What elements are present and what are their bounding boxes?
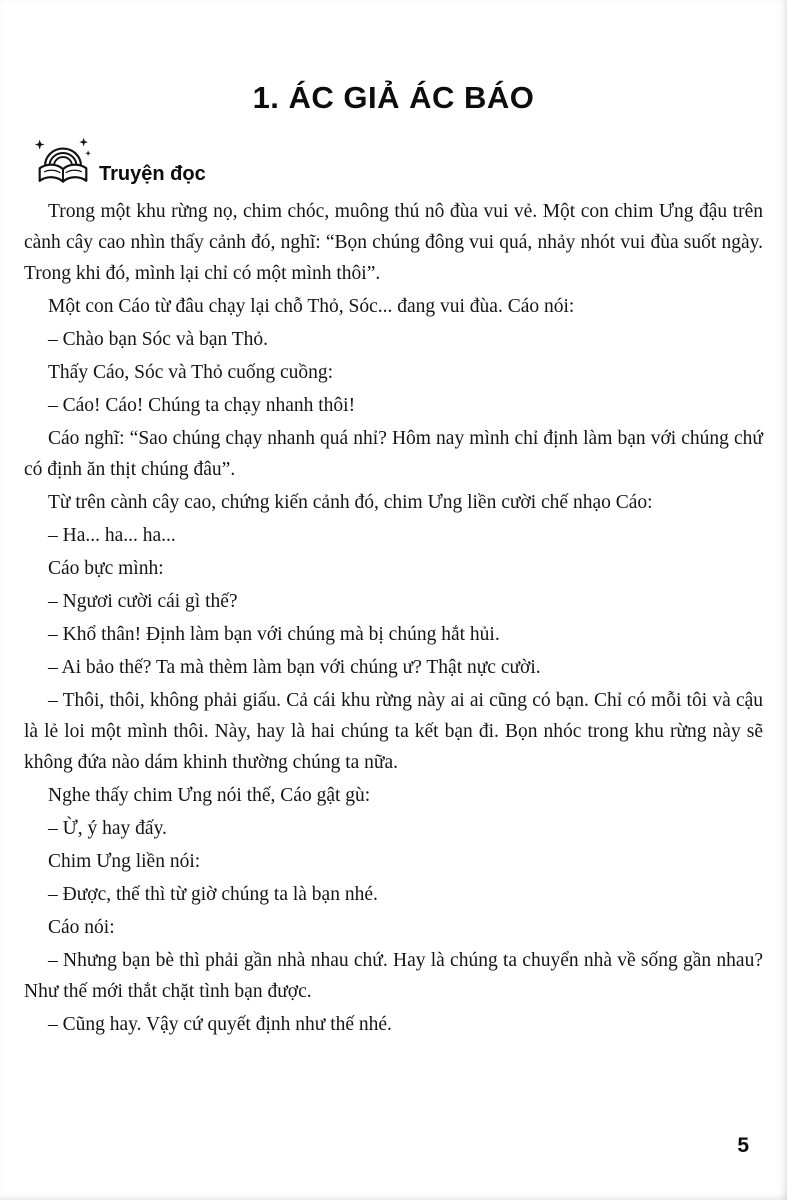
page-number: 5 (737, 1134, 749, 1157)
story-paragraph: Một con Cáo từ đâu chạy lại chỗ Thỏ, Sóc... đang vui đùa. Cáo nói: (48, 296, 575, 317)
story-text (24, 196, 763, 1040)
story-paragraph: – Khổ thân! Định làm bạn với chúng mà bị chúng hắt hủi. (48, 624, 500, 645)
story-paragraph: – Ngươi cười cái gì thế? (48, 591, 238, 612)
section-label: Truyện đọc (99, 163, 206, 185)
story-paragraph: – Thôi, thôi, không phải giấu. Cả cái khu rừng này ai ai cũng có bạn. Chỉ có mỗi tôi và cậu là lẻ loi một mình thôi. Này, hay là hai chúng ta kết bạn đi. Bọn nhóc trong khu rừng này sẽ không đứa nào dám khinh thường chúng ta nữa. (24, 690, 763, 773)
story-paragraph: Thấy Cáo, Sóc và Thỏ cuống cuồng: (48, 362, 334, 383)
story-paragraph: Nghe thấy chim Ưng nói thế, Cáo gật gù: (48, 785, 371, 806)
story-paragraph: – Cũng hay. Vậy cứ quyết định như thế nhé. (48, 1014, 392, 1035)
story-paragraph: Trong một khu rừng nọ, chim chóc, muông thú nô đùa vui vẻ. Một con chim Ưng đậu trên cành cây cao nhìn thấy cảnh đó, nghĩ: “Bọn chúng đông vui quá, nhảy nhót vui đùa suốt ngày. Trong khi đó, mình lại chỉ có một mình thôi”. (24, 201, 763, 284)
story-paragraph: Cáo nghĩ: “Sao chúng chạy nhanh quá nhỉ? Hôm nay mình chỉ định làm bạn với chúng chứ có định ăn thịt chúng đâu”. (24, 428, 763, 480)
story-paragraph: Cáo nói: (48, 917, 115, 938)
section-header (34, 136, 763, 188)
page-title: 1. ÁC GIẢ ÁC BÁO (252, 80, 535, 115)
story-paragraph: Cáo bực mình: (48, 558, 164, 579)
story-paragraph: – Ha... ha... ha... (48, 525, 176, 546)
story-paragraph: – Cáo! Cáo! Chúng ta chạy nhanh thôi! (48, 395, 356, 416)
story-paragraph: – Chào bạn Sóc và bạn Thỏ. (48, 329, 269, 350)
story-paragraph: – Được, thế thì từ giờ chúng ta là bạn nhé. (48, 884, 378, 905)
story-paragraph: Từ trên cành cây cao, chứng kiến cảnh đó, chim Ưng liền cười chế nhạo Cáo: (48, 492, 653, 513)
story-paragraph: Chim Ưng liền nói: (48, 851, 201, 872)
story-paragraph: – Ai bảo thế? Ta mà thèm làm bạn với chúng ư? Thật nực cười. (48, 657, 541, 678)
story-paragraph: – Nhưng bạn bè thì phải gần nhà nhau chứ. Hay là chúng ta chuyển nhà về sống gần nhau? Như thế mới thắt chặt tình bạn được. (24, 950, 763, 1002)
story-paragraph: – Ừ, ý hay đấy. (48, 818, 167, 839)
book-rainbow-icon (34, 136, 92, 188)
